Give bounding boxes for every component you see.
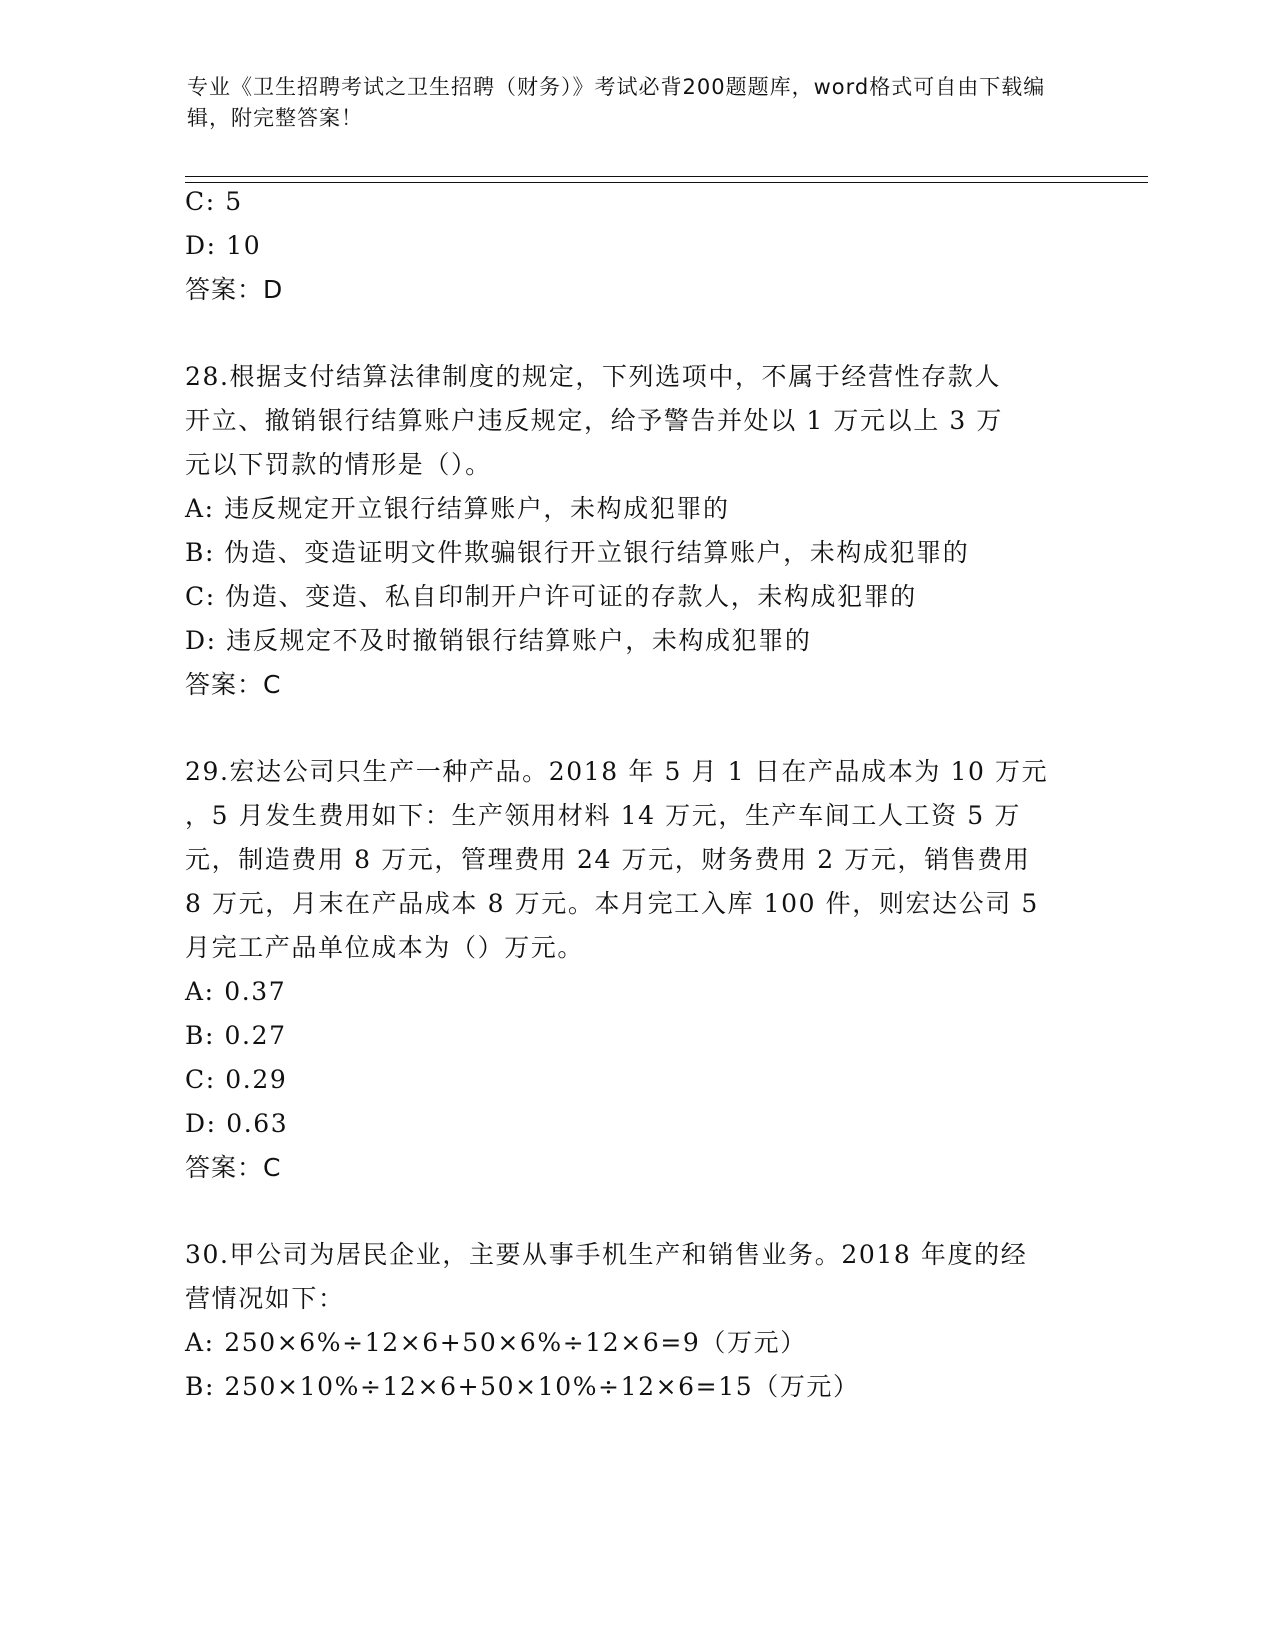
q28-stem-line-2: 开立、撤销银行结算账户违反规定，给予警告并处以 1 万元以上 3 万 <box>185 406 1004 435</box>
header-rule-top <box>185 176 1148 177</box>
q28-stem-line-3: 元以下罚款的情形是（）。 <box>185 450 492 479</box>
q30-option-a: A: 250×6%÷12×6+50×6%÷12×6=9（万元） <box>185 1328 807 1357</box>
q28-answer: 答案：C <box>185 670 282 699</box>
prev-option-d: D: 10 <box>185 231 262 260</box>
q30-stem-line-1: 30.甲公司为居民企业，主要从事手机生产和销售业务。2018 年度的经 <box>185 1240 1028 1269</box>
q29-stem-line-5: 月完工产品单位成本为（）万元。 <box>185 933 585 962</box>
prev-option-c: C: 5 <box>185 187 243 216</box>
prev-answer: 答案：D <box>185 275 284 304</box>
header-rule-bottom <box>185 182 1148 183</box>
q30-stem-line-2: 营情况如下： <box>185 1284 345 1313</box>
q29-option-c: C: 0.29 <box>185 1065 288 1094</box>
q29-stem-line-3: 元，制造费用 8 万元，管理费用 24 万元，财务费用 2 万元，销售费用 <box>185 845 1031 874</box>
q29-stem-line-1: 29.宏达公司只生产一种产品。2018 年 5 月 1 日在产品成本为 10 万元 <box>185 757 1049 786</box>
q30-option-b: B: 250×10%÷12×6+50×10%÷12×6=15（万元） <box>185 1372 860 1401</box>
q28-option-b: B: 伪造、变造证明文件欺骗银行开立银行结算账户，未构成犯罪的 <box>185 538 970 567</box>
q28-option-c: C: 伪造、变造、私自印制开户许可证的存款人，未构成犯罪的 <box>185 582 917 611</box>
q29-stem-line-4: 8 万元，月末在产品成本 8 万元。本月完工入库 100 件，则宏达公司 5 <box>185 889 1039 918</box>
q29-option-a: A: 0.37 <box>185 977 287 1006</box>
q29-stem-line-2: ，5 月发生费用如下：生产领用材料 14 万元，生产车间工人工资 5 万 <box>185 801 1021 830</box>
document-header: 专业《卫生招聘考试之卫生招聘（财务）》考试必背200题题库，word格式可自由下载编辑，附完整答案！ <box>187 75 1046 130</box>
q28-option-a: A: 违反规定开立银行结算账户，未构成犯罪的 <box>185 494 730 523</box>
q29-option-d: D: 0.63 <box>185 1109 289 1138</box>
q29-answer: 答案：C <box>185 1153 282 1182</box>
q28-option-d: D: 违反规定不及时撤销银行结算账户，未构成犯罪的 <box>185 626 812 655</box>
q28-stem-line-1: 28.根据支付结算法律制度的规定，下列选项中，不属于经营性存款人 <box>185 362 1001 391</box>
q29-option-b: B: 0.27 <box>185 1021 287 1050</box>
